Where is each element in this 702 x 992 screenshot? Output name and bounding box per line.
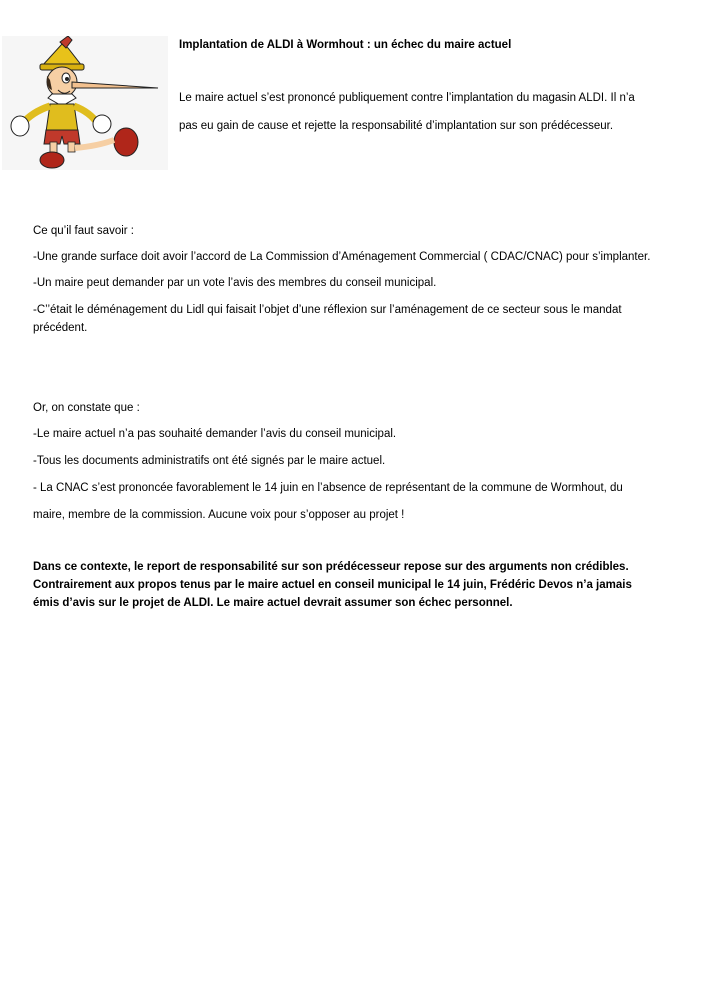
know-item: -Un maire peut demander par un vote l’avis des membres du conseil municipal.: [33, 277, 437, 289]
section-know-heading: Ce qu’il faut savoir :: [33, 225, 134, 237]
conclusion-paragraph: Dans ce contexte, le report de responsabilité sur son prédécesseur repose sur des arguments non crédibles. Contrairement aux propos tenus par le maire actuel en conseil municipal le 14 juin, Frédéric Devos n’a jamais émis d’avis sur le projet de ALDI. Le maire actuel devrait assumer son échec personnel.: [33, 561, 632, 609]
observe-item: -Le maire actuel n’a pas souhaité demander l’avis du conseil municipal.: [33, 428, 397, 440]
know-item: -Une grande surface doit avoir l’accord de La Commission d’Aménagement Commercial ( CDAC/CNAC) pour s’implanter.: [33, 251, 651, 263]
observe-item: - La CNAC s’est prononcée favorablement le 14 juin en l’absence de représentant de la commune de Wormhout, du: [33, 482, 623, 494]
intro-line-1: Le maire actuel s’est prononcé publiquement contre l’implantation du magasin ALDI. Il n’a: [179, 92, 635, 104]
pinocchio-illustration: [2, 36, 168, 170]
section-observe-heading: Or, on constate que :: [33, 402, 140, 414]
intro-line-2: pas eu gain de cause et rejette la responsabilité d’implantation sur son prédécesseur.: [179, 120, 614, 132]
observe-item: -Tous les documents administratifs ont été signés par le maire actuel.: [33, 455, 386, 467]
observe-item: maire, membre de la commission. Aucune voix pour s’opposer au projet !: [33, 509, 405, 521]
document-title: Implantation de ALDI à Wormhout : un échec du maire actuel: [179, 39, 512, 51]
know-item: -C’’était le déménagement du Lidl qui faisait l’objet d’une réflexion sur l’aménagement de ce secteur sous le mandat précédent.: [33, 304, 622, 334]
